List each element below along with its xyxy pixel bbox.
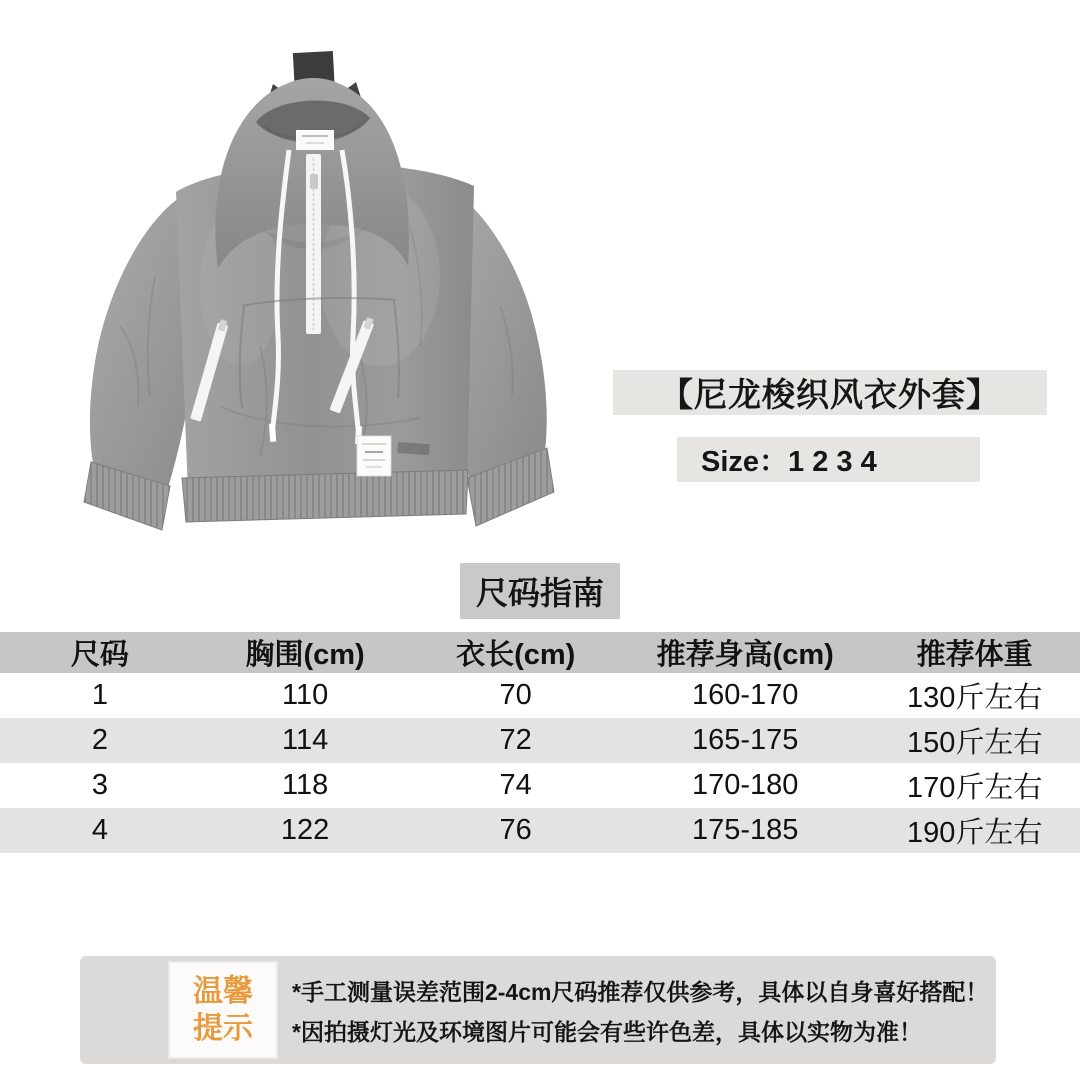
cell-length: 74 <box>499 769 532 801</box>
jacket-photo <box>60 26 600 548</box>
cell-height: 175-185 <box>691 814 799 846</box>
size-guide-table <box>0 632 1080 853</box>
table-row <box>0 673 1080 718</box>
notice-line: *因拍摄灯光及环境图片可能会有些许色差，具体以实物为准！ <box>292 1018 922 1045</box>
table-header-row <box>0 632 1080 673</box>
jacket-illustration <box>60 26 600 548</box>
cell-chest: 110 <box>281 679 329 711</box>
cell-length: 70 <box>499 679 532 711</box>
header-chest: 胸围(cm) <box>245 639 365 671</box>
table-row <box>0 763 1080 808</box>
hem-label <box>357 436 391 476</box>
warm-notice-badge <box>168 961 278 1059</box>
cell-length: 76 <box>499 814 532 846</box>
neck-label <box>296 130 334 150</box>
cell-chest: 118 <box>281 769 329 801</box>
cell-height: 160-170 <box>691 679 799 711</box>
header-size: 尺码 <box>70 639 129 671</box>
cell-chest: 122 <box>280 814 330 846</box>
notice-line: *手工测量误差范围2-4cm尺码推荐仅供参考，具体以自身喜好搭配！ <box>292 978 989 1005</box>
cell-size: 1 <box>91 679 108 711</box>
notice-badge-line1: 温馨 <box>193 974 253 1008</box>
size-options-bar: Size：1 2 3 4 <box>677 437 980 482</box>
cell-chest: 114 <box>281 724 329 756</box>
table-row <box>0 808 1080 853</box>
front-zipper <box>306 154 321 334</box>
header-weight: 推荐体重 <box>916 639 1033 671</box>
size-guide-heading: 尺码指南 <box>460 563 620 619</box>
cell-size: 2 <box>91 724 108 756</box>
cell-size: 3 <box>91 769 108 801</box>
product-title: 【尼龙梭织风衣外套】 <box>613 370 1047 415</box>
header-length: 衣长(cm) <box>456 639 576 671</box>
header-height: 推荐身高(cm) <box>656 639 834 671</box>
cell-height: 165-175 <box>691 724 799 756</box>
warm-notice-text <box>292 956 989 1064</box>
notice-badge-line2: 提示 <box>193 1012 253 1045</box>
cell-size: 4 <box>91 814 108 846</box>
cell-weight: 150斤左右 <box>906 727 1043 759</box>
warm-notice-box <box>80 956 996 1064</box>
cell-weight: 170斤左右 <box>906 772 1043 804</box>
cell-height: 170-180 <box>691 769 799 801</box>
cell-length: 72 <box>499 724 532 756</box>
cell-weight: 190斤左右 <box>906 817 1043 849</box>
table-row <box>0 718 1080 763</box>
cell-weight: 130斤左右 <box>906 682 1043 714</box>
